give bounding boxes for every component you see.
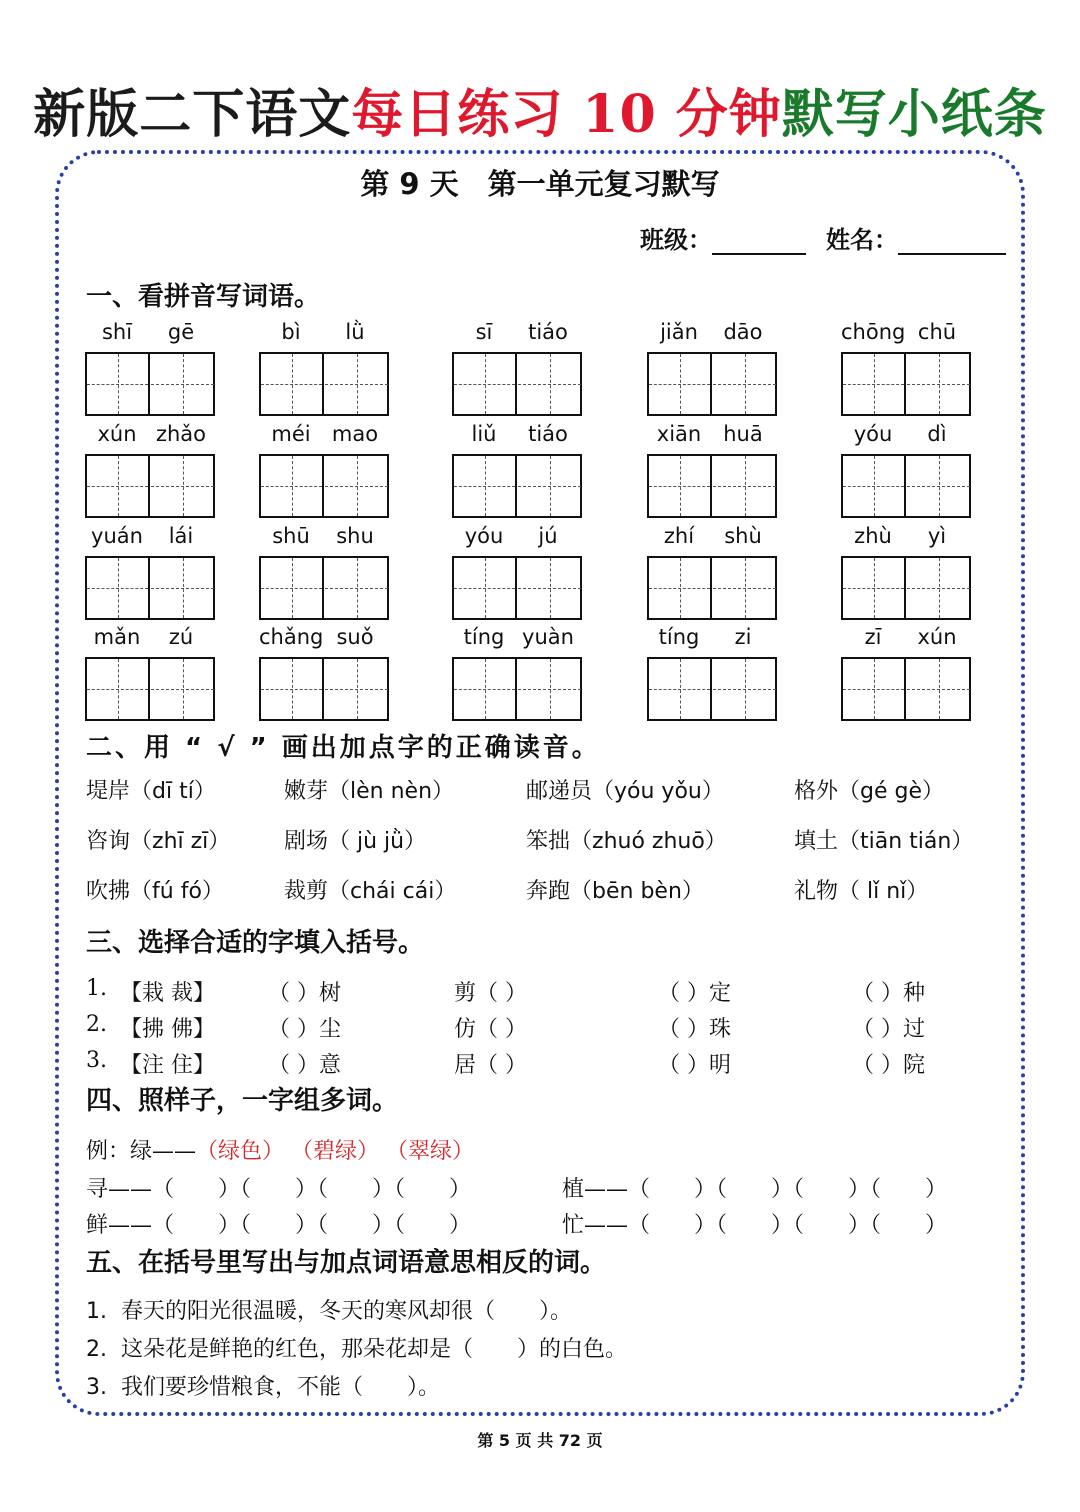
- fill-blank[interactable]: （ ）定: [658, 981, 731, 1006]
- fill-blank[interactable]: （ ）种: [852, 981, 925, 1006]
- writing-cell[interactable]: [454, 456, 517, 516]
- section5-heading: 五、在括号里写出与加点词语意思相反的词。: [86, 1248, 607, 1278]
- writing-box[interactable]: [841, 352, 971, 416]
- writing-cell[interactable]: [261, 558, 324, 618]
- writing-cell[interactable]: [649, 354, 712, 414]
- writing-cell[interactable]: [649, 456, 712, 516]
- writing-cell[interactable]: [151, 558, 214, 618]
- writing-box[interactable]: [841, 454, 971, 518]
- reading-options[interactable]: （ jù jǜ）: [328, 829, 427, 854]
- item-number: 2.: [86, 1337, 107, 1362]
- reading-options[interactable]: （zhuó zhuō）: [570, 829, 727, 854]
- writing-box[interactable]: [259, 454, 389, 518]
- pinyin-syllable: chǎng: [259, 625, 324, 649]
- reading-options[interactable]: （ lǐ nǐ）: [838, 879, 929, 904]
- name-field: [826, 220, 1006, 255]
- pinyin-syllable: sī: [475, 320, 493, 344]
- reading-item[interactable]: [794, 824, 973, 855]
- pinyin-syllable: zhǎo: [155, 422, 207, 446]
- writing-box[interactable]: [647, 556, 777, 620]
- pinyin-syllable: gē: [167, 320, 195, 344]
- writing-cell[interactable]: [518, 456, 581, 516]
- writing-cell[interactable]: [518, 659, 581, 719]
- reading-word: 吹拂: [86, 879, 131, 904]
- pinyin-syllable: zī: [864, 625, 882, 649]
- item-number: 1.: [86, 1299, 107, 1324]
- writing-box[interactable]: [452, 454, 582, 518]
- reading-word: 裁剪: [284, 879, 329, 904]
- sentence-text: 我们要珍惜粮食，不能（ ）。: [121, 1375, 441, 1400]
- pinyin-syllable: xún: [97, 422, 137, 446]
- writing-cell[interactable]: [518, 354, 581, 414]
- reading-item[interactable]: [526, 774, 724, 805]
- writing-cell[interactable]: [649, 659, 712, 719]
- banner-title-part1: 新版二下语文: [33, 84, 352, 145]
- writing-cell[interactable]: [907, 558, 970, 618]
- writing-box[interactable]: [259, 556, 389, 620]
- pinyin-syllable: lái: [168, 524, 194, 548]
- fill-blank[interactable]: （ ）意: [268, 1053, 341, 1078]
- pinyin-syllable: suǒ: [336, 625, 374, 649]
- reading-word: 奔跑: [526, 879, 571, 904]
- class-label: 班级：: [640, 226, 712, 254]
- char-choice-pair: 【栽 裁】: [120, 981, 215, 1006]
- writing-box[interactable]: [85, 556, 215, 620]
- pinyin-syllable: méi: [271, 422, 311, 446]
- pinyin-syllable: huā: [723, 422, 763, 446]
- reading-options[interactable]: （bēn bèn）: [570, 879, 704, 904]
- writing-cell[interactable]: [454, 659, 517, 719]
- writing-cell[interactable]: [907, 456, 970, 516]
- fill-blank[interactable]: 居（ ）: [454, 1053, 527, 1078]
- writing-cell[interactable]: [713, 659, 776, 719]
- reading-word: 嫩芽: [284, 779, 329, 804]
- reading-item[interactable]: [794, 874, 928, 905]
- writing-cell[interactable]: [325, 456, 388, 516]
- writing-box[interactable]: [85, 352, 215, 416]
- char-choice-pair: 【注 住】: [120, 1053, 215, 1078]
- writing-cell[interactable]: [87, 354, 150, 414]
- reading-options[interactable]: （chái cái）: [328, 879, 457, 904]
- writing-cell[interactable]: [87, 456, 150, 516]
- pinyin-syllable: chū: [917, 320, 957, 344]
- pinyin-syllable: mao: [331, 422, 379, 446]
- writing-box[interactable]: [647, 352, 777, 416]
- fill-blank[interactable]: 剪（ ）: [454, 981, 527, 1006]
- reading-options[interactable]: （fú fó）: [130, 879, 224, 904]
- reading-word: 剧场: [284, 829, 329, 854]
- pinyin-syllable: yóu: [464, 524, 504, 548]
- pinyin-syllable: tiáo: [528, 422, 568, 446]
- example-prefix: 例：绿——: [86, 1139, 197, 1164]
- item-number: 3.: [86, 1048, 107, 1073]
- writing-cell[interactable]: [261, 659, 324, 719]
- pinyin-syllable: yóu: [853, 422, 893, 446]
- reading-word: 格外: [794, 779, 839, 804]
- banner-title-part2: 每日练习 10 分钟: [351, 84, 782, 145]
- reading-item[interactable]: [284, 774, 454, 805]
- pinyin-syllable: xún: [917, 625, 957, 649]
- pinyin-syllable: shū: [272, 524, 310, 548]
- pinyin-syllable: bì: [281, 320, 301, 344]
- reading-word: 邮递员: [526, 779, 593, 804]
- fill-blank[interactable]: 仿（ ）: [454, 1017, 527, 1042]
- example-answer-1: （绿色）: [196, 1139, 285, 1164]
- pinyin-syllable: zhí: [663, 524, 695, 548]
- pinyin-syllable: shī: [101, 320, 133, 344]
- class-blank[interactable]: [712, 253, 806, 255]
- pinyin-syllable: yì: [927, 524, 947, 548]
- writing-cell[interactable]: [713, 456, 776, 516]
- writing-cell[interactable]: [843, 659, 906, 719]
- reading-options[interactable]: （gé gè）: [838, 779, 945, 804]
- writing-cell[interactable]: [87, 659, 150, 719]
- writing-box[interactable]: [452, 352, 582, 416]
- section4-example: [86, 1134, 474, 1165]
- reading-item[interactable]: [284, 824, 426, 855]
- writing-cell[interactable]: [454, 354, 517, 414]
- writing-box[interactable]: [452, 657, 582, 721]
- sentence-text: 这朵花是鲜艳的红色，那朵花却是（ ）的白色。: [121, 1337, 628, 1362]
- reading-word: 堤岸: [86, 779, 131, 804]
- writing-cell[interactable]: [261, 354, 324, 414]
- fill-blank[interactable]: （ ）过: [852, 1017, 925, 1042]
- writing-cell[interactable]: [843, 456, 906, 516]
- section4-row2-right[interactable]: 忙——（ ）（ ）（ ）（ ）: [562, 1213, 948, 1238]
- reading-item[interactable]: [526, 874, 704, 905]
- reading-item[interactable]: [794, 774, 944, 805]
- writing-box[interactable]: [452, 556, 582, 620]
- pinyin-syllable: yuàn: [522, 625, 574, 649]
- reading-word: 笨拙: [526, 829, 571, 854]
- reading-item[interactable]: [86, 824, 230, 855]
- reading-word: 礼物: [794, 879, 839, 904]
- writing-box[interactable]: [647, 657, 777, 721]
- writing-cell[interactable]: [151, 354, 214, 414]
- section2-heading: 二、用 “ √ ” 画出加点字的正确读音。: [86, 733, 601, 763]
- writing-cell[interactable]: [151, 456, 214, 516]
- reading-item[interactable]: [284, 874, 456, 905]
- writing-cell[interactable]: [713, 558, 776, 618]
- section1-heading: 一、看拼音写词语。: [86, 282, 321, 312]
- pinyin-syllable: tiáo: [528, 320, 568, 344]
- reading-item[interactable]: [86, 874, 224, 905]
- writing-box[interactable]: [841, 556, 971, 620]
- fill-blank[interactable]: （ ）尘: [268, 1017, 341, 1042]
- pinyin-syllable: mǎn: [93, 625, 141, 649]
- pinyin-syllable: zhù: [854, 524, 892, 548]
- writing-box[interactable]: [85, 454, 215, 518]
- pinyin-syllable: lǜ: [345, 320, 365, 344]
- name-label: 姓名：: [826, 226, 898, 254]
- item-number: 3.: [86, 1375, 107, 1400]
- pinyin-syllable: dì: [927, 422, 947, 446]
- section4-row2-left[interactable]: 鲜——（ ）（ ）（ ）（ ）: [86, 1213, 472, 1238]
- item-number: 2.: [86, 1012, 107, 1037]
- writing-cell[interactable]: [713, 354, 776, 414]
- pinyin-syllable: jú: [538, 524, 558, 548]
- reading-item[interactable]: [526, 824, 727, 855]
- class-field: [640, 220, 806, 255]
- reading-options[interactable]: （zhī zī）: [130, 829, 231, 854]
- pinyin-syllable: shu: [336, 524, 374, 548]
- pinyin-syllable: tíng: [658, 625, 700, 649]
- pinyin-syllable: zú: [168, 625, 194, 649]
- writing-cell[interactable]: [151, 659, 214, 719]
- reading-options[interactable]: （tiān tián）: [838, 829, 974, 854]
- writing-cell[interactable]: [518, 558, 581, 618]
- pinyin-syllable: chōng: [841, 320, 906, 344]
- pinyin-syllable: jiǎn: [660, 320, 698, 344]
- writing-box[interactable]: [85, 657, 215, 721]
- pinyin-syllable: dāo: [723, 320, 763, 344]
- pinyin-syllable: xiān: [656, 422, 702, 446]
- antonym-sentence[interactable]: [86, 1370, 440, 1401]
- worksheet-subtitle: 第 9 天 第一单元复习默写: [360, 167, 720, 201]
- writing-cell[interactable]: [843, 354, 906, 414]
- fill-blank[interactable]: （ ）珠: [658, 1017, 731, 1042]
- section3-heading: 三、选择合适的字填入括号。: [86, 928, 425, 958]
- section4-heading: 四、照样子，一字组多词。: [86, 1086, 399, 1116]
- reading-options[interactable]: （yóu yǒu）: [592, 779, 724, 804]
- example-answer-3: （翠绿）: [386, 1139, 475, 1164]
- writing-cell[interactable]: [261, 456, 324, 516]
- pinyin-syllable: yuán: [91, 524, 143, 548]
- char-choice-pair: 【拂 佛】: [120, 1017, 215, 1042]
- writing-cell[interactable]: [907, 659, 970, 719]
- writing-box[interactable]: [841, 657, 971, 721]
- name-blank[interactable]: [898, 253, 1006, 255]
- writing-cell[interactable]: [325, 558, 388, 618]
- writing-cell[interactable]: [325, 659, 388, 719]
- banner-title-part3: 默写小纸条: [781, 84, 1047, 145]
- pinyin-syllable: zi: [734, 625, 752, 649]
- writing-box[interactable]: [647, 454, 777, 518]
- reading-word: 咨询: [86, 829, 131, 854]
- pinyin-syllable: tíng: [463, 625, 505, 649]
- writing-cell[interactable]: [649, 558, 712, 618]
- sentence-text: 春天的阳光很温暖，冬天的寒风却很（ ）。: [121, 1299, 573, 1324]
- item-number: 1.: [86, 976, 107, 1001]
- antonym-sentence[interactable]: [86, 1332, 627, 1363]
- writing-cell[interactable]: [907, 354, 970, 414]
- antonym-sentence[interactable]: [86, 1294, 572, 1325]
- page-footer: 第 5 页 共 72 页: [477, 1431, 603, 1450]
- section4-row1-right[interactable]: 植——（ ）（ ）（ ）（ ）: [562, 1177, 948, 1202]
- writing-box[interactable]: [259, 352, 389, 416]
- reading-item[interactable]: [86, 774, 216, 805]
- writing-cell[interactable]: [87, 558, 150, 618]
- banner-title: [0, 72, 1080, 147]
- reading-options[interactable]: （dī tí）: [130, 779, 216, 804]
- fill-blank[interactable]: （ ）明: [658, 1053, 731, 1078]
- reading-word: 填土: [794, 829, 839, 854]
- reading-options[interactable]: （lèn nèn）: [328, 779, 455, 804]
- pinyin-syllable: liǔ: [471, 422, 497, 446]
- writing-cell[interactable]: [843, 558, 906, 618]
- writing-cell[interactable]: [325, 354, 388, 414]
- writing-box[interactable]: [259, 657, 389, 721]
- fill-blank[interactable]: （ ）院: [852, 1053, 925, 1078]
- fill-blank[interactable]: （ ）树: [268, 981, 341, 1006]
- pinyin-syllable: shù: [724, 524, 762, 548]
- section4-row1-left[interactable]: 寻——（ ）（ ）（ ）（ ）: [86, 1177, 472, 1202]
- example-answer-2: （碧绿）: [291, 1139, 380, 1164]
- writing-cell[interactable]: [454, 558, 517, 618]
